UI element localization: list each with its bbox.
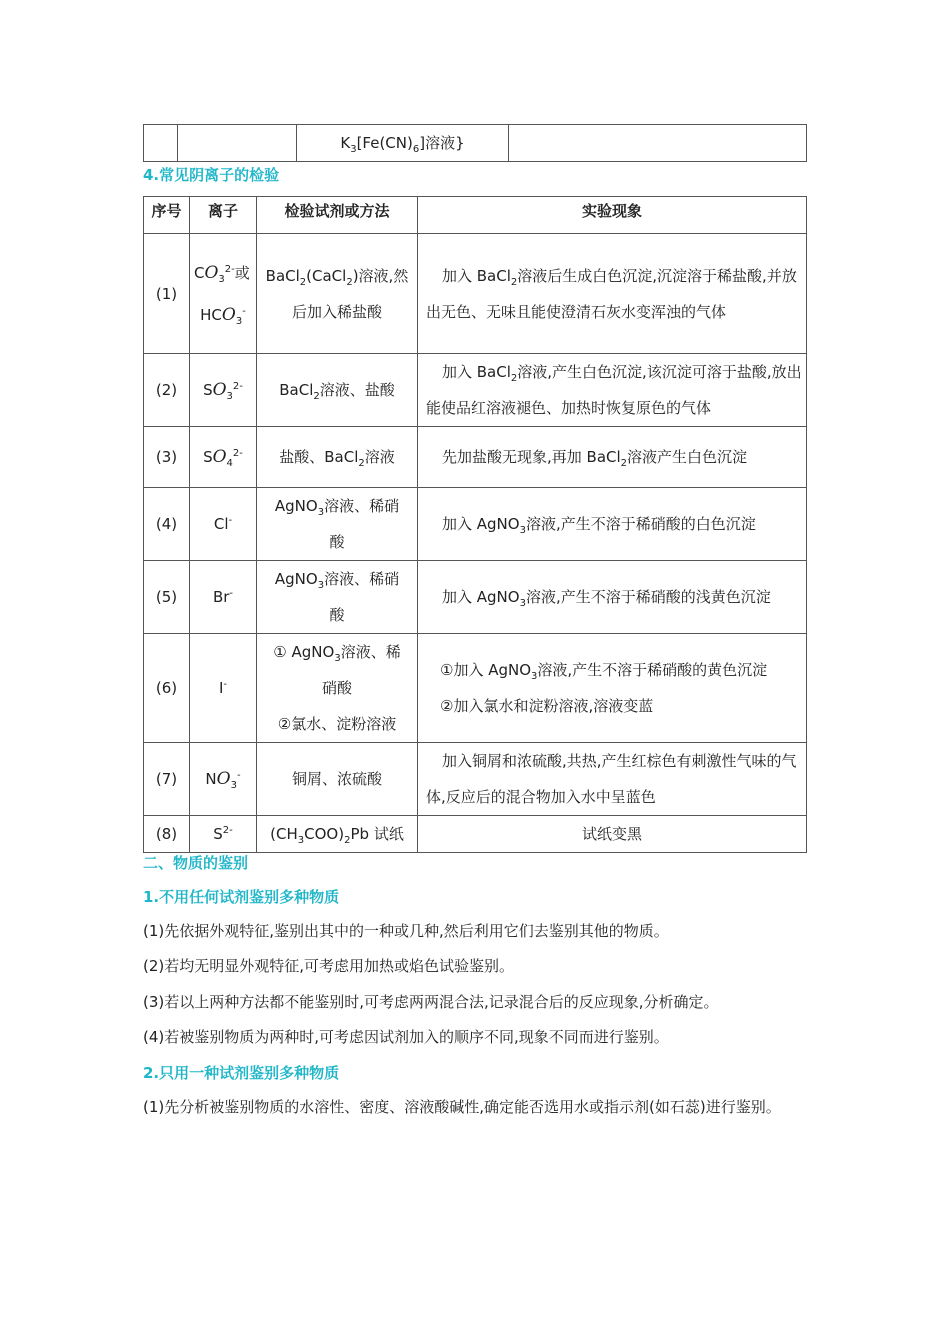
row-number: (8): [144, 816, 190, 853]
row-number: (5): [144, 561, 190, 634]
table-row: [144, 427, 807, 488]
ion-formula: Cl-: [190, 488, 257, 561]
table-cell: [144, 125, 178, 162]
ion-formula: $NO_3^-$: [190, 743, 257, 816]
paragraph: (3)若以上两种方法都不能鉴别时,可考虑两两混合法,记录混合后的反应现象,分析确定。: [143, 993, 719, 1011]
paragraph: (1)先依据外观特征,鉴别出其中的一种或几种,然后利用它们去鉴别其他的物质。: [143, 922, 669, 940]
ion-formula: $CO_3^{2-}$或 $HCO_3^-$: [190, 234, 257, 354]
reagent-cell: AgNO$_3$溶液、稀硝 酸: [257, 488, 418, 561]
row-number: (3): [144, 427, 190, 488]
phenomenon-cell: 试纸变黑: [418, 816, 807, 853]
paragraph: (2)若均无明显外观特征,可考虑用加热或焰色试验鉴别。: [143, 957, 515, 975]
anion-test-table: [143, 196, 807, 853]
section-heading: 二、物质的鉴别: [143, 854, 249, 872]
reagent-cell: BaCl$_2$溶液、盐酸: [257, 354, 418, 427]
table-header-row: [144, 197, 807, 234]
continued-table: [143, 124, 807, 162]
subsection-heading: 1.不用任何试剂鉴别多种物质: [143, 888, 340, 906]
phenomenon-cell: 加入 BaCl$_2$溶液,产生白色沉淀,该沉淀可溶于盐酸,放出能使品红溶液褪色、加热时恢复原色的气体: [418, 354, 807, 427]
ion-formula: $S^{2-}$: [190, 816, 257, 853]
column-header: 实验现象: [418, 197, 807, 234]
phenomenon-cell: ①加入 AgNO$_3$溶液,产生不溶于稀硝酸的黄色沉淀 ②加入氯水和淀粉溶液,溶液变蓝: [418, 634, 807, 743]
phenomenon-cell: 加入 AgNO$_3$溶液,产生不溶于稀硝酸的浅黄色沉淀: [418, 561, 807, 634]
table-row: [144, 816, 807, 853]
column-header: 序号: [144, 197, 190, 234]
paragraph: (1)先分析被鉴别物质的水溶性、密度、溶液酸碱性,确定能否选用水或指示剂(如石蕊)进行鉴别。: [143, 1098, 781, 1116]
row-number: (7): [144, 743, 190, 816]
row-number: (1): [144, 234, 190, 354]
reagent-cell: BaCl$_2$(CaCl$_2$)溶液,然后加入稀盐酸: [257, 234, 418, 354]
table-row: [144, 488, 807, 561]
reagent-cell: ① AgNO$_3$溶液、稀 硝酸 ②氯水、淀粉溶液: [257, 634, 418, 743]
table-row: [144, 354, 807, 427]
reagent-cell: $(CH_3COO)_2Pb$ 试纸: [257, 816, 418, 853]
row-number: (2): [144, 354, 190, 427]
reagent-cell: 盐酸、BaCl$_2$溶液: [257, 427, 418, 488]
row-number: (4): [144, 488, 190, 561]
section-heading: 4.常见阴离子的检验: [143, 166, 280, 184]
table-cell: [178, 125, 297, 162]
table-row: [144, 743, 807, 816]
ion-formula: I-: [190, 634, 257, 743]
paragraph: (4)若被鉴别物质为两种时,可考虑因试剂加入的顺序不同,现象不同而进行鉴别。: [143, 1028, 669, 1046]
table-cell: $K_3[Fe(CN)_6]$溶液}: [297, 125, 509, 162]
phenomenon-cell: 加入 BaCl$_2$溶液后生成白色沉淀,沉淀溶于稀盐酸,并放出无色、无味且能使澄清石灰水变浑浊的气体: [418, 234, 807, 354]
table-row: [144, 561, 807, 634]
row-number: (6): [144, 634, 190, 743]
reagent-cell: 铜屑、浓硫酸: [257, 743, 418, 816]
phenomenon-cell: 加入 AgNO$_3$溶液,产生不溶于稀硝酸的白色沉淀: [418, 488, 807, 561]
subsection-heading: 2.只用一种试剂鉴别多种物质: [143, 1064, 340, 1082]
column-header: 离子: [190, 197, 257, 234]
reagent-cell: AgNO$_3$溶液、稀硝 酸: [257, 561, 418, 634]
phenomenon-cell: 加入铜屑和浓硫酸,共热,产生红棕色有刺激性气味的气体,反应后的混合物加入水中呈蓝色: [418, 743, 807, 816]
ion-formula: $SO_4^{2-}$: [190, 427, 257, 488]
table-row: [144, 234, 807, 354]
ion-formula: $SO_3^{2-}$: [190, 354, 257, 427]
table-cell: [509, 125, 807, 162]
table-row: [144, 634, 807, 743]
ion-formula: Br-: [190, 561, 257, 634]
phenomenon-cell: 先加盐酸无现象,再加 BaCl$_2$溶液产生白色沉淀: [418, 427, 807, 488]
column-header: 检验试剂或方法: [257, 197, 418, 234]
